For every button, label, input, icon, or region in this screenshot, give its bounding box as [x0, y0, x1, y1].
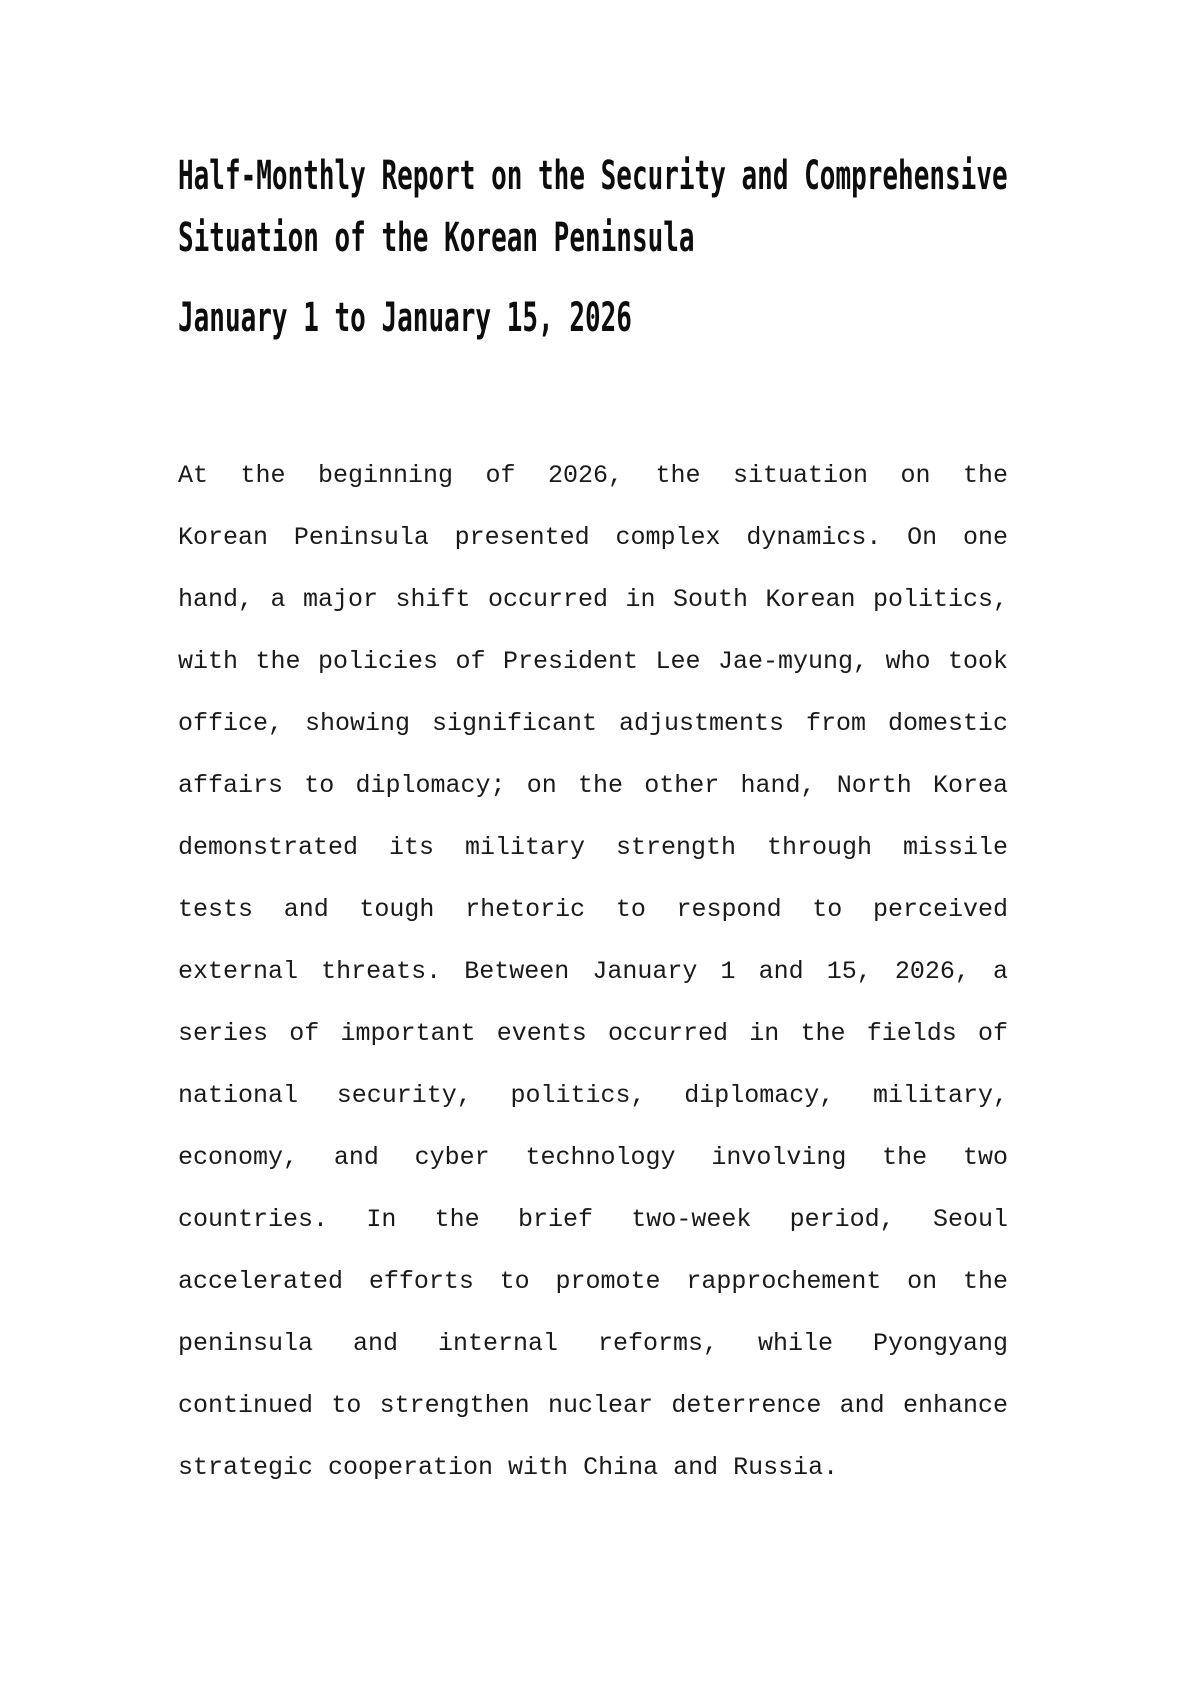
- paragraph-line: with the policies of President Lee Jae-myung, who took: [178, 647, 1008, 676]
- paragraph-line: economy, and cyber technology involving the two: [178, 1143, 1008, 1172]
- paragraph-line: office, showing significant adjustments from domestic: [178, 709, 1008, 738]
- paragraph-line: continued to strengthen nuclear deterrence and enhance: [178, 1391, 1008, 1420]
- document-title-line: Situation of the Korean Peninsula: [178, 215, 695, 261]
- document-date: January 1 to January 15, 2026: [178, 295, 632, 341]
- document-title: [178, 145, 1191, 269]
- paragraph-line: external threats. Between January 1 and 15, 2026, a: [178, 957, 1008, 986]
- paragraph-line: series of important events occurred in the fields of: [178, 1019, 1008, 1048]
- paragraph-line: accelerated efforts to promote rapprochement on the: [178, 1267, 1008, 1296]
- paragraph-line: peninsula and internal reforms, while Pyongyang: [178, 1329, 1008, 1358]
- document-title-line: Half-Monthly Report on the Security and Comprehensive: [178, 153, 1008, 199]
- body-paragraph: [178, 445, 1008, 1499]
- paragraph-line: strategic cooperation with China and Russia.: [178, 1453, 839, 1482]
- paragraph-line: Korean Peninsula presented complex dynamics. On one: [178, 523, 1008, 552]
- paragraph-line: demonstrated its military strength through missile: [178, 833, 1008, 862]
- paragraph-line: tests and tough rhetoric to respond to perceived: [178, 895, 1008, 924]
- paragraph-line: countries. In the brief two-week period, Seoul: [178, 1205, 1008, 1234]
- paragraph-line: affairs to diplomacy; on the other hand, North Korea: [178, 771, 1008, 800]
- paragraph-line: hand, a major shift occurred in South Korean politics,: [178, 585, 1008, 614]
- paragraph-line: At the beginning of 2026, the situation on the: [178, 461, 1008, 490]
- paragraph-line: national security, politics, diplomacy, military,: [178, 1081, 1008, 1110]
